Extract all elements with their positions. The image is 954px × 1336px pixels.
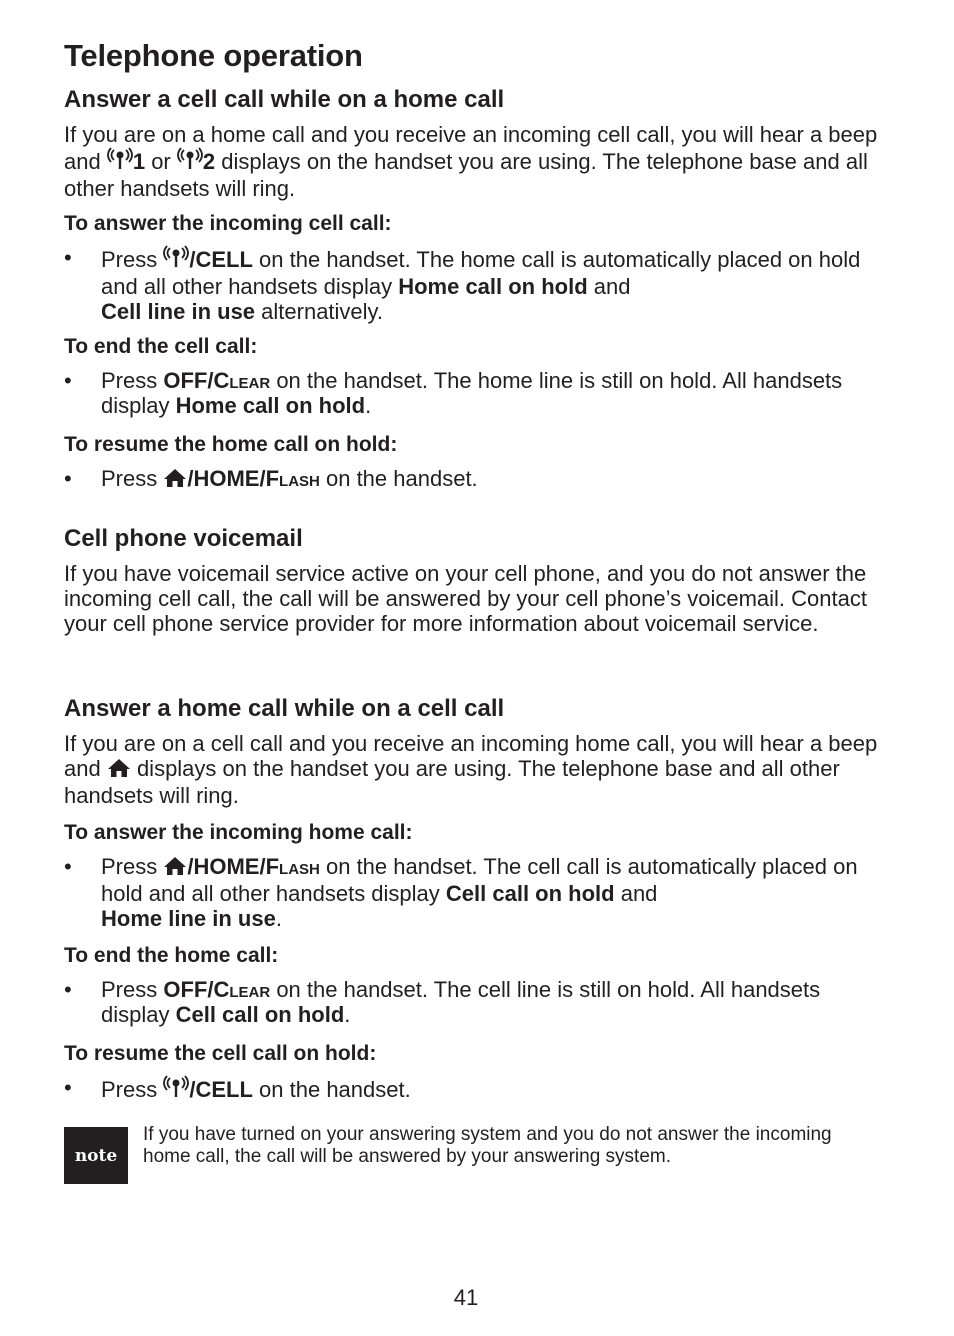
- answer-text-end: alternatively.: [255, 299, 384, 324]
- answer-text: on the handset. The home call is automatically placed on hold and all other handsets display: [101, 247, 861, 299]
- cell-antenna-icon: [107, 147, 133, 176]
- clear-key-label: Clear: [213, 977, 271, 1002]
- intro-or-text: or: [145, 149, 177, 174]
- sub-heading-resume-home: To resume the home call on hold:: [64, 433, 398, 456]
- home-icon: [107, 758, 131, 783]
- clear-key-label: Clear: [213, 368, 271, 393]
- end-text-period: .: [365, 393, 372, 418]
- display-text-home-call-on-hold: Home call on hold: [175, 393, 366, 418]
- cell-antenna-icon: [163, 245, 189, 274]
- bullet: •: [64, 368, 72, 393]
- cell-key-label: /CELL: [189, 1077, 253, 1102]
- display-text-home-call-on-hold: Home call on hold: [398, 274, 588, 299]
- intro-text: If you are on a cell call and you receive an incoming home call, you will hear a beep and: [64, 731, 878, 781]
- end-text: on the handset. The home line is still on hold. All handsets display: [101, 368, 843, 418]
- sub-heading-answer-cell: To answer the incoming cell call:: [64, 212, 392, 235]
- home-key-label: /HOME/: [187, 466, 266, 491]
- intro-text: If you are on a home call and you receive an incoming cell call, you will hear a beep and: [64, 122, 878, 174]
- section-heading-home-while-cell: Answer a home call while on a cell call: [64, 695, 505, 722]
- resume-text: on the handset.: [252, 1077, 411, 1102]
- press-text: Press: [101, 854, 164, 879]
- page-number: 41: [453, 1285, 479, 1310]
- home-icon: [163, 468, 187, 493]
- home-key-label: /HOME/: [187, 854, 266, 879]
- press-text: Press: [101, 977, 164, 1002]
- intro-text-cont: displays on the handset you are using. The telephone base and all other handsets will ring.: [64, 149, 868, 201]
- bullet: •: [64, 854, 72, 879]
- section-intro-paragraph: [64, 122, 904, 201]
- bullet: •: [64, 1075, 72, 1100]
- end-text-period: .: [344, 1002, 351, 1027]
- off-key-label: OFF/: [163, 368, 214, 393]
- note-label: note: [74, 1145, 118, 1166]
- off-key-label: OFF/: [163, 977, 214, 1002]
- flash-key-label: Flash: [265, 854, 320, 879]
- answer-text: on the handset. The cell call is automatically placed on hold and all other handsets display: [101, 854, 858, 906]
- press-text: Press: [101, 466, 164, 491]
- page-title: Telephone operation: [64, 38, 363, 73]
- sub-heading-resume-cell: To resume the cell call on hold:: [64, 1042, 377, 1065]
- sub-heading-end-home: To end the home call:: [64, 944, 279, 967]
- answer-text-end: .: [275, 906, 282, 931]
- sub-heading-end-cell: To end the cell call:: [64, 335, 258, 358]
- display-text-cell-call-on-hold: Cell call on hold: [175, 1002, 345, 1027]
- bullet: •: [64, 977, 72, 1002]
- press-text: Press: [101, 247, 164, 272]
- cell-key-label: /CELL: [189, 247, 253, 272]
- display-text-home-line-in-use: Home line in use: [101, 906, 276, 931]
- line-number-1: 1: [132, 149, 146, 174]
- section-heading-cell-while-home: Answer a cell call while on a home call: [64, 86, 505, 113]
- section-heading-voicemail: Cell phone voicemail: [64, 525, 303, 552]
- home-icon: [163, 856, 187, 881]
- bullet: •: [64, 245, 72, 270]
- and-text: and: [614, 881, 658, 906]
- voicemail-paragraph: If you have voicemail service active on your cell phone, and you do not answer the incoming cell call, the call will be answered by your cell phone’s voicemail. Contact your cell phone service provider for more information about voicemail service.: [64, 561, 867, 636]
- cell-antenna-icon: [177, 147, 203, 176]
- cell-antenna-icon: [163, 1075, 189, 1104]
- press-text: Press: [101, 368, 164, 393]
- press-text: Press: [101, 1077, 164, 1102]
- bullet: •: [64, 466, 72, 491]
- sub-heading-answer-home: To answer the incoming home call:: [64, 821, 413, 844]
- intro-text-cont: displays on the handset you are using. The telephone base and all other handsets will ring.: [64, 756, 840, 808]
- note-badge: [64, 1127, 128, 1184]
- section-intro-paragraph: [64, 731, 904, 808]
- flash-key-label: Flash: [265, 466, 320, 491]
- end-text: on the handset. The cell line is still on hold. All handsets display: [101, 977, 821, 1027]
- resume-text: on the handset.: [319, 466, 478, 491]
- note-text: If you have turned on your answering system and you do not answer the incoming home call, the call will be answered by your answering system.: [143, 1124, 832, 1167]
- line-number-2: 2: [202, 149, 216, 174]
- display-text-cell-call-on-hold: Cell call on hold: [445, 881, 615, 906]
- and-text: and: [587, 274, 631, 299]
- display-text-cell-line-in-use: Cell line in use: [101, 299, 256, 324]
